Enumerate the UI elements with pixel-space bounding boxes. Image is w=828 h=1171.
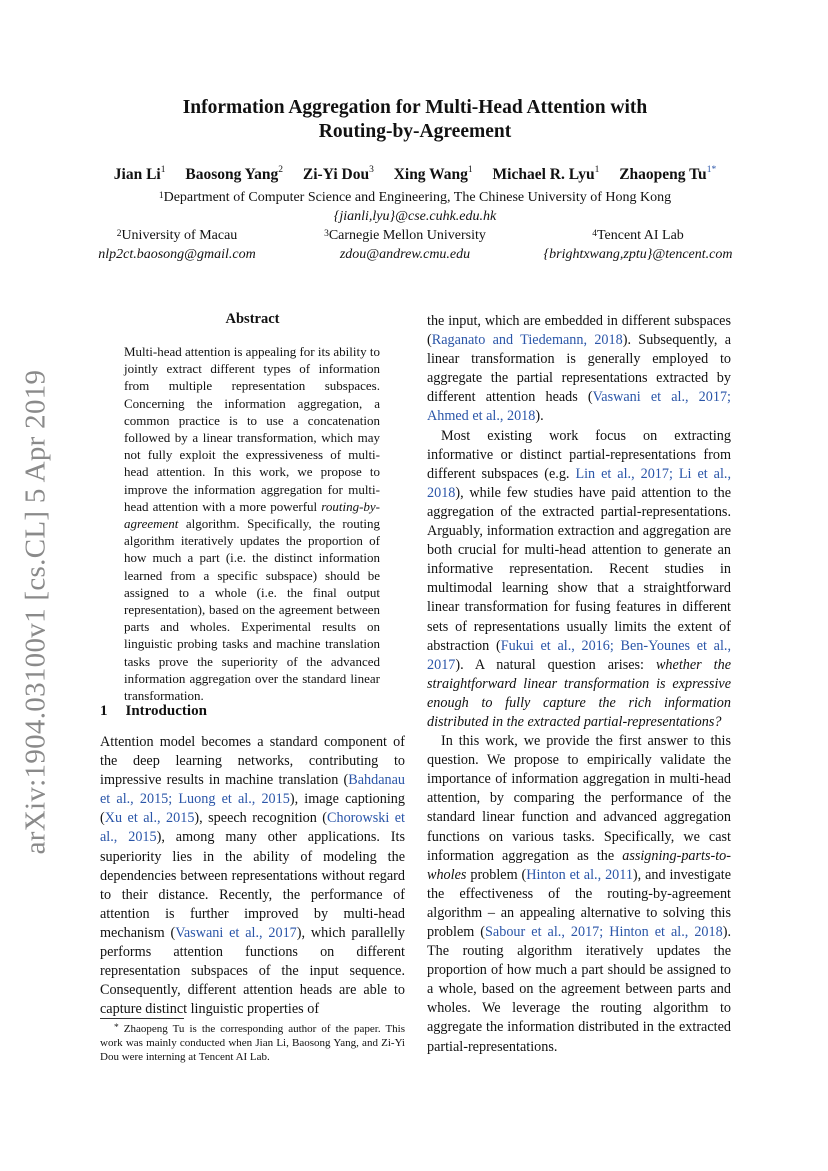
affiliation-1: $^1$Department of Computer Science and Engineering, The Chinese University of Hong Kong <box>158 190 672 205</box>
citation-link[interactable]: Fukui et al., 2016; Ben-Younes et al., 2017 <box>427 637 732 673</box>
affiliation-1-email: {jianli,lyu}@cse.cuhk.edu.hk <box>333 209 497 224</box>
citation-link[interactable]: Chorowski et al., 2015 <box>100 810 406 846</box>
footnote: * Zhaopeng Tu is the corresponding author of the paper. This work was mainly conducted when Jian Li, Baosong Yang, and Zi-Yi Dou were interning at Tencent AI Lab. <box>100 1023 405 1063</box>
arxiv-id: arXiv:1904.03100v1 [cs.CL] 5 Apr 2019 <box>19 369 52 855</box>
author: Baosong Yang$^2$ <box>185 165 284 183</box>
citation-link[interactable]: Vaswani et al., 2017; Ahmed et al., 2018 <box>427 389 731 425</box>
citation-link[interactable]: Xu et al., 2015 <box>104 810 195 827</box>
affiliation-3: $^3$Carnegie Mellon University zdou@andrew.cmu.edu <box>305 226 505 264</box>
affiliation-4: $^4$Tencent AI Lab {brightxwang,zptu}@tencent.com <box>528 226 748 264</box>
author: Zi-Yi Dou$^3$ <box>302 165 374 183</box>
author: Zhaopeng Tu$^{1*}$ <box>619 165 717 183</box>
author-list <box>90 166 740 184</box>
paper-title <box>100 96 730 144</box>
affiliation-4-email: {brightxwang,zptu}@tencent.com <box>543 247 733 262</box>
intro-paragraph-1: Attention model becomes a standard component of the deep learning networks, contributing to impressive results in machine translation (Bahdanau et al., 2015; Luong et al., 2015), image captioning (Xu et al., 2015), speech recognition (Chorowski et al., 2015), among many other applications. Its superiority lies in the ability of modeling the dependencies between representations without regard to their distance. Recently, the performance of attention is further improved by multi-head mechanism (Vaswani et al., 2017), which parallelly performs attention functions on different representation subspaces of the input sequence. Consequently, different attention heads are able to capture distinct linguistic properties of <box>100 734 406 1018</box>
affiliation-2-email: nlp2ct.baosong@gmail.com <box>98 247 256 262</box>
author: Michael R. Lyu$^1$ <box>492 165 600 183</box>
author: Jian Li$^1$ <box>113 165 166 183</box>
title-line-1: Information Aggregation for Multi-Head Attention with <box>182 97 648 118</box>
citation-link[interactable]: Sabour et al., 2017; Hinton et al., 2018 <box>485 924 723 940</box>
citation-link[interactable]: Hinton et al., 2011 <box>526 866 633 883</box>
right-paragraph-2: Most existing work focus on extracting informative or distinct partial-representations from different subspaces (e.g. Lin et al., 2017; Li et al., 2018), while few studies have paid attention to the aggregation of the extracted partial-representations. Arguably, information extraction and aggregation are both crucial for multi-head attention to generate an informative representation. Recent studies in multimodal learning show that a straightforward linear transformation for fusing features in different sets of representations usually limits the extent of abstraction (Fukui et al., 2016; Ben-Younes et al., 2017). A natural question arises: whether the straightforward linear transformation is expressive enough to fully capture the rich information distributed in the extracted partial-representations? <box>427 427 732 730</box>
right-paragraph-3: In this work, we provide the first answer to this question. We propose to empirically validate the importance of information aggregation in multi-head attention, by comparing the performance of the standard linear function and advanced aggregation functions on various tasks. Specifically, we cast information aggregation as the assigning-parts-to-wholes problem (Hinton et al., 2011), and investigate the effectiveness of the routing-by-agreement algorithm – an appealing alternative to solving this problem (Sabour et al., 2017; Hinton et al., 2018). The routing algorithm iteratively updates the proportion of how much a part should be assigned to a whole, based on the agreement between parts and wholes. We leverage the routing algorithm to aggregate the information distributed in the extracted partial-representations. <box>427 733 731 1055</box>
right-paragraph-1: the input, which are embedded in different subspaces (Raganato and Tiedemann, 2018). Subsequently, a linear transformation is generally employed to aggregate the partial representations extracted by different attention heads (Vaswani et al., 2017; Ahmed et al., 2018). <box>427 313 731 425</box>
citation-link[interactable]: Raganato and Tiedemann, 2018 <box>431 332 623 349</box>
arxiv-sidebar <box>18 369 54 855</box>
citation-link[interactable]: Lin et al., 2017; Li et al., 2018 <box>427 465 731 501</box>
section-heading-introduction: 1 Introduction <box>100 703 207 719</box>
author: Xing Wang$^1$ <box>393 165 473 183</box>
title-line-2: Routing-by-Agreement <box>318 121 512 142</box>
affiliation-3-email: zdou@andrew.cmu.edu <box>339 247 471 262</box>
citation-link[interactable]: Bahdanau et al., 2015; Luong et al., 2015 <box>100 772 405 808</box>
citation-link[interactable]: Vaswani et al., 2017 <box>175 924 297 941</box>
affiliation-2: $^2$University of Macau nlp2ct.baosong@gmail.com <box>82 226 272 264</box>
right-column <box>427 312 731 1057</box>
footnote-rule <box>100 1018 184 1019</box>
abstract-heading: Abstract <box>225 311 280 327</box>
abstract-body: Multi-head attention is appealing for its ability to jointly extract different types of information from multiple representation subspaces. Concerning the information aggregation, a common practice is to use a concatenation followed by a linear transformation, which may not fully exploit the expressiveness of multi-head attention. In this work, we propose to improve the information aggregation for multi-head attention with a more powerful routing-by-agreement algorithm. Specifically, the routing algorithm iteratively updates the proportion of how much a part (i.e. the distinct information learned from a specific subspace) should be assigned to a whole (i.e. the final output representation), based on the agreement between parts and wholes. Experimental results on linguistic probing tasks and machine translation tasks prove the superiority of the advanced information aggregation over the standard linear transformation. <box>124 344 380 704</box>
